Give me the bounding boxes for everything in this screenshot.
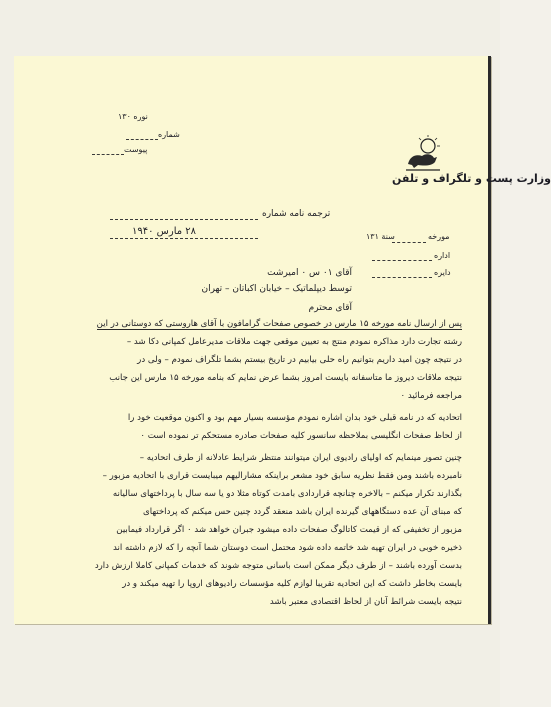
office-blank [372, 260, 432, 261]
lion-and-sun-emblem-icon [404, 136, 442, 172]
body-line: در نتیجه چون امید داریم بتوانیم راه حلی بیابیم در تاریخ بیستم بشما تلگراف نمودم – ولی در [137, 355, 462, 365]
body-line: که مبنای آن عده دستگاههای گیرنده ایران باشد منعقد گردد چنین حس میکنم که پرداختهای [142, 507, 462, 517]
number-blank [126, 139, 158, 140]
body-line: نتیجه بایست شرائط آنان از لحاظ اقتصادی معتبر باشد [269, 597, 462, 607]
attachment-label: پیوست [124, 145, 148, 154]
addressee-address: توسط دیپلماتیک – خیابان اکباتان – تهران [201, 284, 352, 294]
ministry-name: وزارت پست و تلگراف و تلفن [392, 172, 551, 185]
addressee-name: آقای ۰۱ س ۰ امیرشت [267, 268, 352, 278]
department-label: دایره [434, 268, 451, 277]
body-line: بگذارند تکرار میکنم – بالاخره چنانچه قراردادی بامدت کوتاه مثلا دو یا سه سال با پرداختهای سالیانه [112, 489, 462, 499]
body-line: مزبور از تخفیفی که از قیمت کاتالوگ صفحات داده میشود جبران خواهد شد ۰ اگر قرارداد فیمابین [116, 525, 462, 535]
body-line: رشته تجارت دارد مذاکره نمودم منتج به تعیین موقعی جهت ملاقات مدیرعامل کمپانی دکا شد – [126, 337, 462, 347]
translation-date-blank [110, 238, 258, 239]
body-line: چنین تصور مینمایم که اولیای رادیوی ایران میتوانند منتظر شرایط عادلانه از طرف اتحادیه – [139, 453, 462, 463]
year-value: سنة ۱۳۱ [366, 232, 395, 241]
date-label: مورخه [428, 232, 450, 241]
stamp-number: نوره ۱۳۰ [118, 112, 148, 121]
date-blank [392, 242, 426, 243]
body-line: اتحادیه که در نامه قبلی خود بدان اشاره نمودم مؤسسه بسیار مهم بود و اکنون موقعیت خود را [127, 413, 462, 423]
number-label: شماره [158, 130, 180, 139]
translation-number-blank [110, 219, 258, 220]
body-line: نامبرده باشند ومن فقط نظریه سابق خود مشعر براینکه مشارالیهم میبایست قراری با اتحادیه مزبور – [102, 471, 462, 481]
body-line: بایست بخاطر داشت که این اتحادیه تقریبا لوازم کلیه مؤسسات رادیوهای اروپا را تهیه میکند و در [122, 579, 462, 589]
body-line: مراجعه فرمائید ۰ [400, 391, 462, 401]
body-line: بدست آورده باشند – از طرف دیگر ممکن است باسانی متوجه شوند که خدمات کمپانی کاملا ارزش دارد [94, 561, 462, 571]
salutation: آقای محترم [308, 303, 352, 313]
department-blank [372, 277, 432, 278]
translation-title: ترجمه نامه شماره [262, 209, 331, 219]
translation-date: ۲۸ مارس ۱۹۴۰ [132, 226, 197, 237]
office-label: اداره [434, 251, 451, 260]
body-line: ذخیره خوبی در ایران تهیه شد خاتمه داده شود محتمل است دوستان شما آنچه را که لازم داشته اند [112, 543, 462, 553]
body-line: نتیجه ملاقات دیروز ما متاسفانه بایست امروز بشما عرض نمایم که بنامه مورخه ۱۵ مارس این جانب [109, 373, 462, 383]
body-line: پس از ارسال نامه مورخه ۱۵ مارس در خصوص صفحات گرامافون با آقای هاروستی که دوستانی در این [96, 319, 462, 329]
body-line: از لحاظ صفحات انگلیسی بملاحظه سانسور کلیه صفحات صادره مستحکم تر نموده است ۰ [140, 431, 462, 441]
attachment-blank [92, 154, 124, 155]
